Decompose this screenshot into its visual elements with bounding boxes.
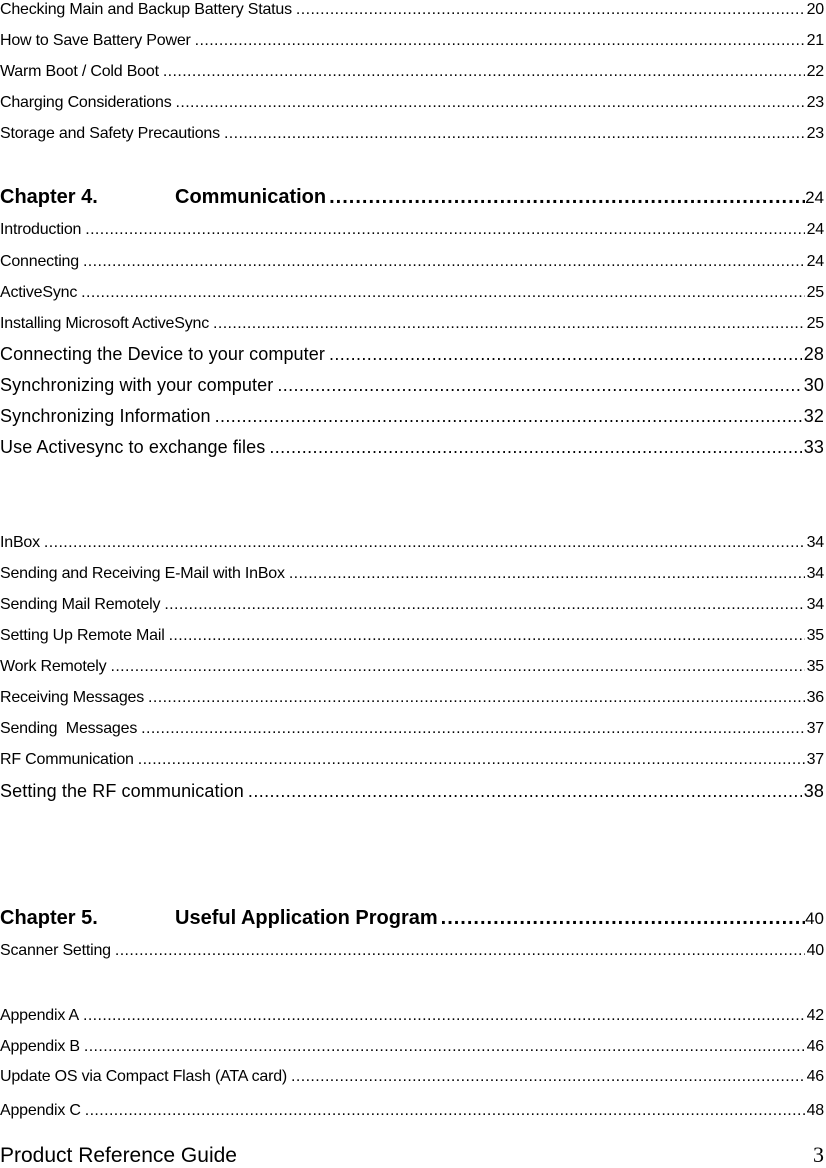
toc-entry-page: 38: [803, 781, 824, 801]
toc-entry-page: 22: [806, 63, 824, 80]
toc-entry[interactable]: [0, 252, 826, 272]
toc-entry[interactable]: [0, 1101, 826, 1121]
chapter-number: Chapter 4.: [0, 186, 98, 208]
toc-entry[interactable]: [0, 595, 826, 615]
leader-dots: [83, 1006, 805, 1026]
chapter-page: 24: [805, 188, 824, 207]
leader-dots: [248, 781, 802, 801]
leader-dots: [176, 93, 805, 113]
chapter-heading[interactable]: [0, 905, 826, 932]
toc-entry-page: 34: [806, 565, 824, 582]
toc-entry-title: Warm Boot / Cold Boot: [0, 63, 159, 80]
toc-entry[interactable]: [0, 62, 826, 82]
toc-entry[interactable]: [0, 688, 826, 708]
chapter-number: Chapter 5.: [0, 907, 98, 929]
toc-entry-title: Checking Main and Backup Battery Status: [0, 1, 292, 18]
toc-entry[interactable]: [0, 406, 826, 426]
toc-entry-title: Sending Messages: [0, 720, 138, 737]
toc-entry-page: 36: [806, 689, 824, 706]
toc-entry-page: 30: [803, 375, 824, 395]
toc-entry-page: 33: [803, 437, 824, 457]
leader-dots: [85, 1101, 805, 1121]
toc-entry-page: 28: [803, 344, 824, 364]
toc-entry-page: 40: [806, 942, 824, 959]
leader-dots: [163, 62, 805, 82]
toc-entry-title: Setting the RF communication: [0, 781, 244, 801]
toc-entry-title: Connecting the Device to your computer: [0, 344, 325, 364]
toc-entry-page: 35: [806, 658, 824, 675]
leader-dots: [141, 719, 804, 739]
toc-entry-page: 32: [803, 406, 824, 426]
toc-entry[interactable]: [0, 220, 826, 240]
toc-entry-page: 21: [806, 32, 824, 49]
toc-entry-title: Scanner Setting: [0, 942, 111, 959]
leader-dots: [84, 1037, 805, 1057]
toc-entry-page: 23: [806, 94, 824, 111]
toc-entry[interactable]: [0, 344, 826, 364]
toc-entry-page: 48: [806, 1102, 824, 1119]
toc-entry[interactable]: [0, 941, 826, 961]
leader-dots: [296, 0, 805, 20]
toc-entry-title: Appendix B: [0, 1038, 80, 1055]
leader-dots: [289, 564, 805, 584]
leader-dots: [148, 688, 805, 708]
leader-dots: [224, 124, 805, 144]
leader-dots: [195, 31, 805, 51]
toc-entry-page: 23: [806, 125, 824, 142]
toc-entry[interactable]: [0, 750, 826, 770]
toc-entry[interactable]: [0, 93, 826, 113]
leader-dots: [85, 220, 804, 240]
toc-entry[interactable]: [0, 719, 826, 739]
toc-entry-page: 42: [806, 1007, 824, 1024]
toc-entry[interactable]: [0, 1067, 826, 1087]
toc-entry-title: Sending Mail Remotely: [0, 596, 161, 613]
toc-entry[interactable]: [0, 375, 826, 395]
toc-entry[interactable]: [0, 31, 826, 51]
toc-entry[interactable]: [0, 1006, 826, 1026]
chapter-title: Communication: [175, 186, 327, 208]
footer-page-number: 3: [813, 1142, 824, 1167]
toc-entry-page: 25: [806, 284, 824, 301]
toc-entry-title: Installing Microsoft ActiveSync: [0, 315, 209, 332]
toc-entry[interactable]: [0, 1037, 826, 1057]
toc-entry-page: 46: [806, 1038, 824, 1055]
leader-dots: [164, 595, 804, 615]
toc-entry-page: 20: [806, 1, 824, 18]
toc-entry-title: Connecting: [0, 253, 79, 270]
toc-entry[interactable]: [0, 626, 826, 646]
toc-entry-title: Work Remotely: [0, 658, 107, 675]
toc-entry-title: Introduction: [0, 221, 82, 238]
toc-entry[interactable]: [0, 657, 826, 677]
toc-entry[interactable]: [0, 564, 826, 584]
leader-dots: [441, 905, 805, 931]
toc-entry[interactable]: [0, 533, 826, 553]
toc-entry-title: Synchronizing with your computer: [0, 375, 274, 395]
toc-entry-title: Use Activesync to exchange files: [0, 437, 266, 457]
toc-entry-title: Appendix C: [0, 1102, 81, 1119]
toc-entry[interactable]: [0, 314, 826, 334]
toc-entry[interactable]: [0, 0, 826, 20]
toc-entry-page: 24: [806, 253, 824, 270]
toc-entry-title: RF Communication: [0, 751, 134, 768]
toc-entry-page: 37: [806, 720, 824, 737]
toc-entry-title: Storage and Safety Precautions: [0, 125, 220, 142]
toc-entry-title: Synchronizing Information: [0, 406, 211, 426]
leader-dots: [44, 533, 805, 553]
leader-dots: [291, 1067, 805, 1087]
toc-entry-title: Charging Considerations: [0, 94, 172, 111]
toc-entry-title: How to Save Battery Power: [0, 32, 191, 49]
toc-entry-page: 46: [806, 1068, 824, 1085]
toc-entry-page: 34: [806, 596, 824, 613]
toc-entry-title: Sending and Receiving E-Mail with InBox: [0, 565, 285, 582]
leader-dots: [215, 406, 802, 426]
toc-entry[interactable]: [0, 781, 826, 801]
toc-entry-page: 35: [806, 627, 824, 644]
chapter-title: Useful Application Program: [175, 907, 438, 929]
leader-dots: [213, 314, 805, 334]
toc-entry-page: 34: [806, 534, 824, 551]
leader-dots: [115, 941, 805, 961]
leader-dots: [169, 626, 805, 646]
chapter-heading[interactable]: [0, 184, 826, 211]
leader-dots: [138, 750, 805, 770]
footer-guide-title: Product Reference Guide: [0, 1144, 237, 1167]
toc-entry-page: 24: [806, 221, 824, 238]
leader-dots: [329, 344, 802, 364]
toc-entry-title: Receiving Messages: [0, 689, 145, 706]
toc-entry-page: 37: [806, 751, 824, 768]
toc-entry[interactable]: [0, 124, 826, 144]
leader-dots: [269, 437, 801, 457]
leader-dots: [110, 657, 804, 677]
toc-entry[interactable]: [0, 283, 826, 303]
toc-entry-title: Update OS via Compact Flash (ATA card): [0, 1068, 288, 1085]
chapter-page: 40: [805, 909, 824, 928]
toc-entry-title: Setting Up Remote Mail: [0, 627, 165, 644]
leader-dots: [81, 283, 804, 303]
leader-dots: [277, 375, 801, 395]
toc-entry-page: 25: [806, 315, 824, 332]
leader-dots: [329, 184, 805, 210]
toc-entry-title: ActiveSync: [0, 284, 78, 301]
toc-entry-title: InBox: [0, 534, 40, 551]
toc-entry[interactable]: [0, 437, 826, 457]
toc-entry-title: Appendix A: [0, 1007, 79, 1024]
page-footer: [0, 1142, 826, 1168]
leader-dots: [83, 252, 805, 272]
